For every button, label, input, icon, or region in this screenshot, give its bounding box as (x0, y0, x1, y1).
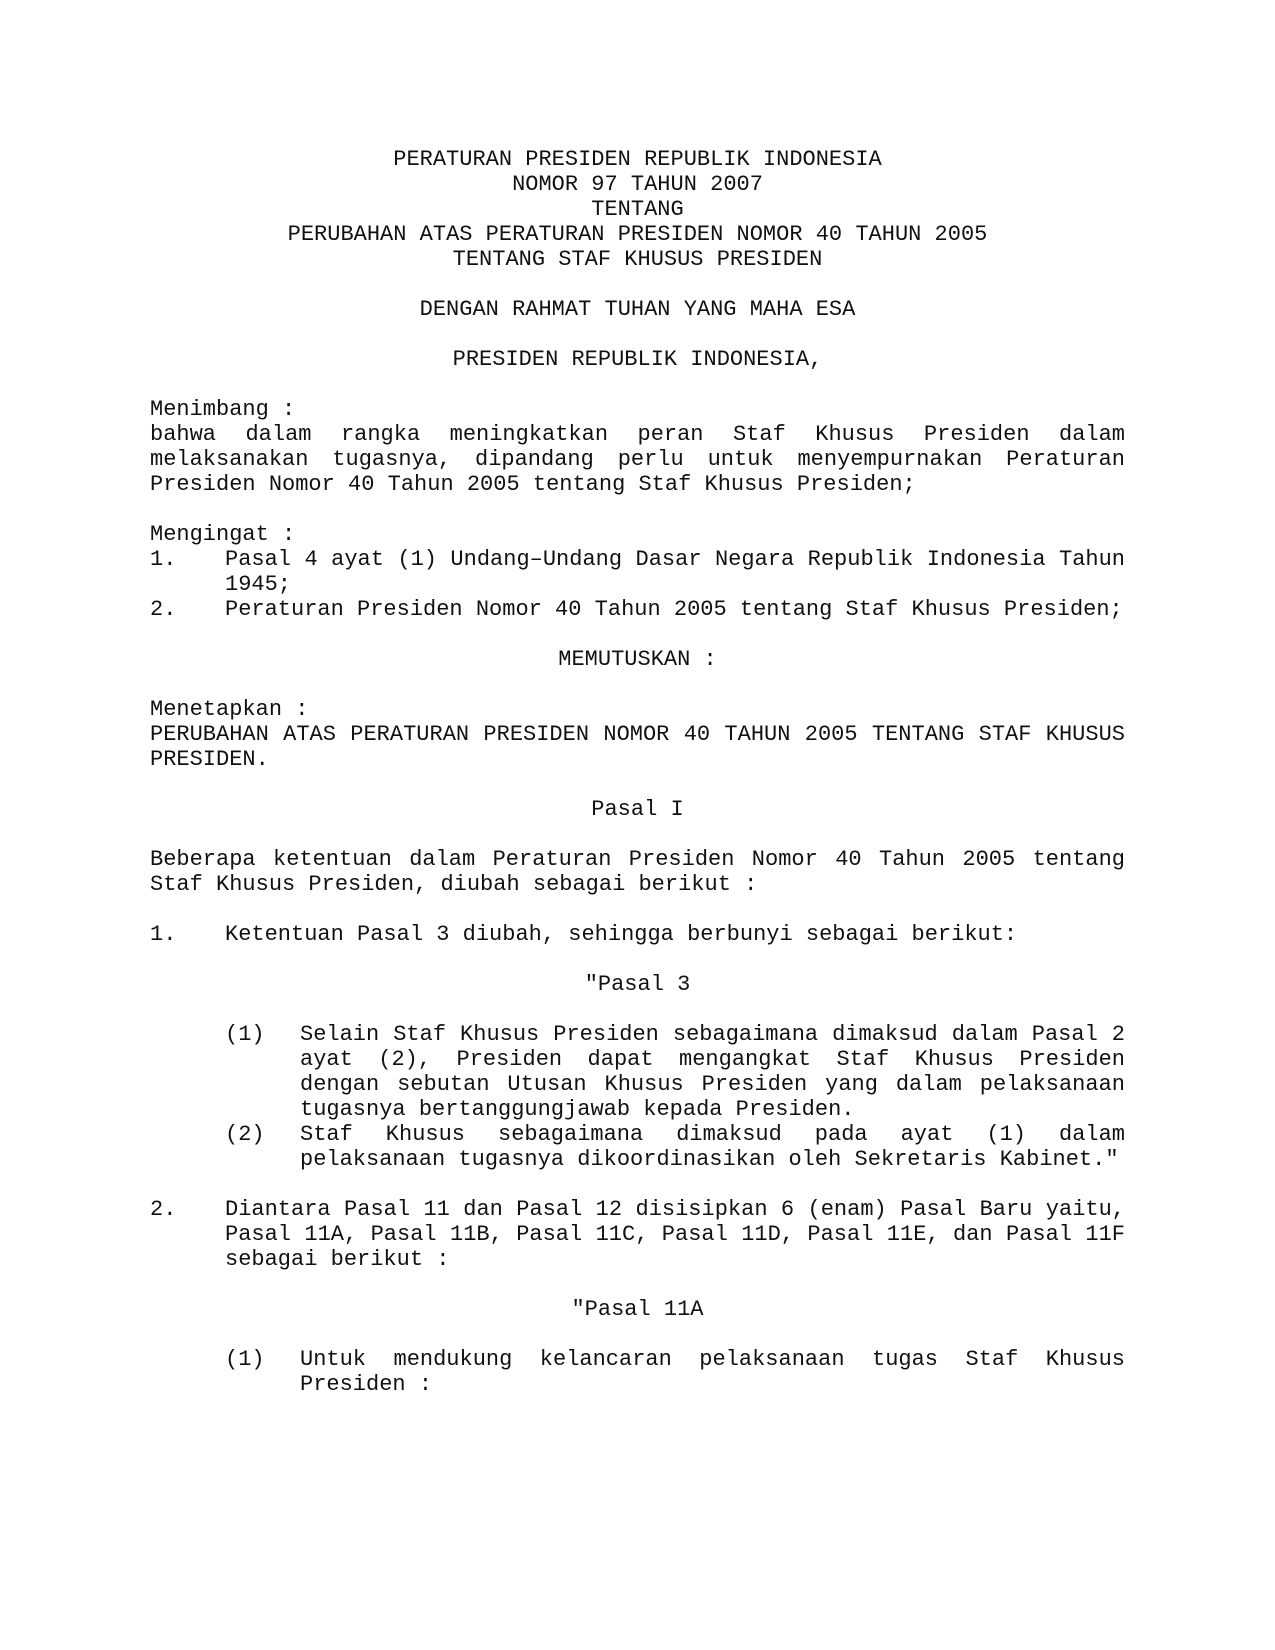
ayat-item (225, 1122, 1125, 1172)
list-item (150, 547, 1125, 597)
ayat-item (225, 1347, 1125, 1397)
pasal-11a-title: "Pasal 11A (571, 1297, 704, 1322)
ayat-text: Untuk mendukung kelancaran pelaksanaan tugas Staf Khusus Presiden : (300, 1347, 1125, 1397)
menetapkan-label: Menetapkan : (150, 697, 309, 722)
list-item-number: 1. (150, 922, 177, 947)
menimbang-text: bahwa dalam rangka meningkatkan peran Staf Khusus Presiden dalam melaksanakan tugasnya, dipandang perlu untuk menyempurnakan Peraturan Presiden Nomor 40 Tahun 2005 tentang Staf Khusus Presiden; (150, 422, 1125, 497)
list-item-number: 2. (150, 597, 177, 622)
list-item (150, 597, 1125, 622)
list-item-text: Peraturan Presiden Nomor 40 Tahun 2005 tentang Staf Khusus Presiden; (225, 597, 1123, 622)
ayat-number: (1) (225, 1022, 265, 1047)
document-page (150, 147, 1125, 1397)
title-line-5: TENTANG STAF KHUSUS PRESIDEN (452, 247, 823, 272)
menimbang-label: Menimbang : (150, 397, 296, 422)
title-line-4: PERUBAHAN ATAS PERATURAN PRESIDEN NOMOR 40 TAHUN 2005 (287, 222, 988, 247)
list-item-text: Ketentuan Pasal 3 diubah, sehingga berbunyi sebagai berikut: (225, 922, 1018, 947)
ayat-item (225, 1022, 1125, 1122)
memutuskan-heading: MEMUTUSKAN : (558, 647, 717, 672)
mengingat-label: Mengingat : (150, 522, 296, 547)
title-line-1: PERATURAN PRESIDEN REPUBLIK INDONESIA (393, 147, 882, 172)
president-heading: PRESIDEN REPUBLIK INDONESIA, (452, 347, 823, 372)
list-item (150, 922, 1125, 947)
list-item-text: Diantara Pasal 11 dan Pasal 12 disisipkan 6 (enam) Pasal Baru yaitu, Pasal 11A, Pasal 11B, Pasal 11C, Pasal 11D, Pasal 11E, dan Pasal 11F sebagai berikut : (225, 1197, 1125, 1272)
pasal-i-title: Pasal I (591, 797, 684, 822)
ayat-text: Selain Staf Khusus Presiden sebagaimana dimaksud dalam Pasal 2 ayat (2), Presiden dapat mengangkat Staf Khusus Presiden dengan sebutan Utusan Khusus Presiden yang dalam pelaksanaan tugasnya bertanggungjawab kepada Presiden. (300, 1022, 1125, 1122)
menetapkan-text: PERUBAHAN ATAS PERATURAN PRESIDEN NOMOR 40 TAHUN 2005 TENTANG STAF KHUSUS PRESIDEN. (150, 722, 1125, 772)
invocation: DENGAN RAHMAT TUHAN YANG MAHA ESA (419, 297, 856, 322)
list-item (150, 1197, 1125, 1272)
title-line-3: TENTANG (591, 197, 684, 222)
list-item-number: 2. (150, 1197, 177, 1222)
pasal-i-intro: Beberapa ketentuan dalam Peraturan Presiden Nomor 40 Tahun 2005 tentang Staf Khusus Presiden, diubah sebagai berikut : (150, 847, 1125, 897)
ayat-number: (1) (225, 1347, 265, 1372)
ayat-text: Staf Khusus sebagaimana dimaksud pada ayat (1) dalam pelaksanaan tugasnya dikoordinasikan oleh Sekretaris Kabinet." (300, 1122, 1125, 1172)
ayat-number: (2) (225, 1122, 265, 1147)
pasal-3-title: "Pasal 3 (584, 972, 691, 997)
list-item-number: 1. (150, 547, 177, 572)
list-item-text: Pasal 4 ayat (1) Undang–Undang Dasar Negara Republik Indonesia Tahun 1945; (225, 547, 1125, 597)
title-line-2: NOMOR 97 TAHUN 2007 (512, 172, 763, 197)
